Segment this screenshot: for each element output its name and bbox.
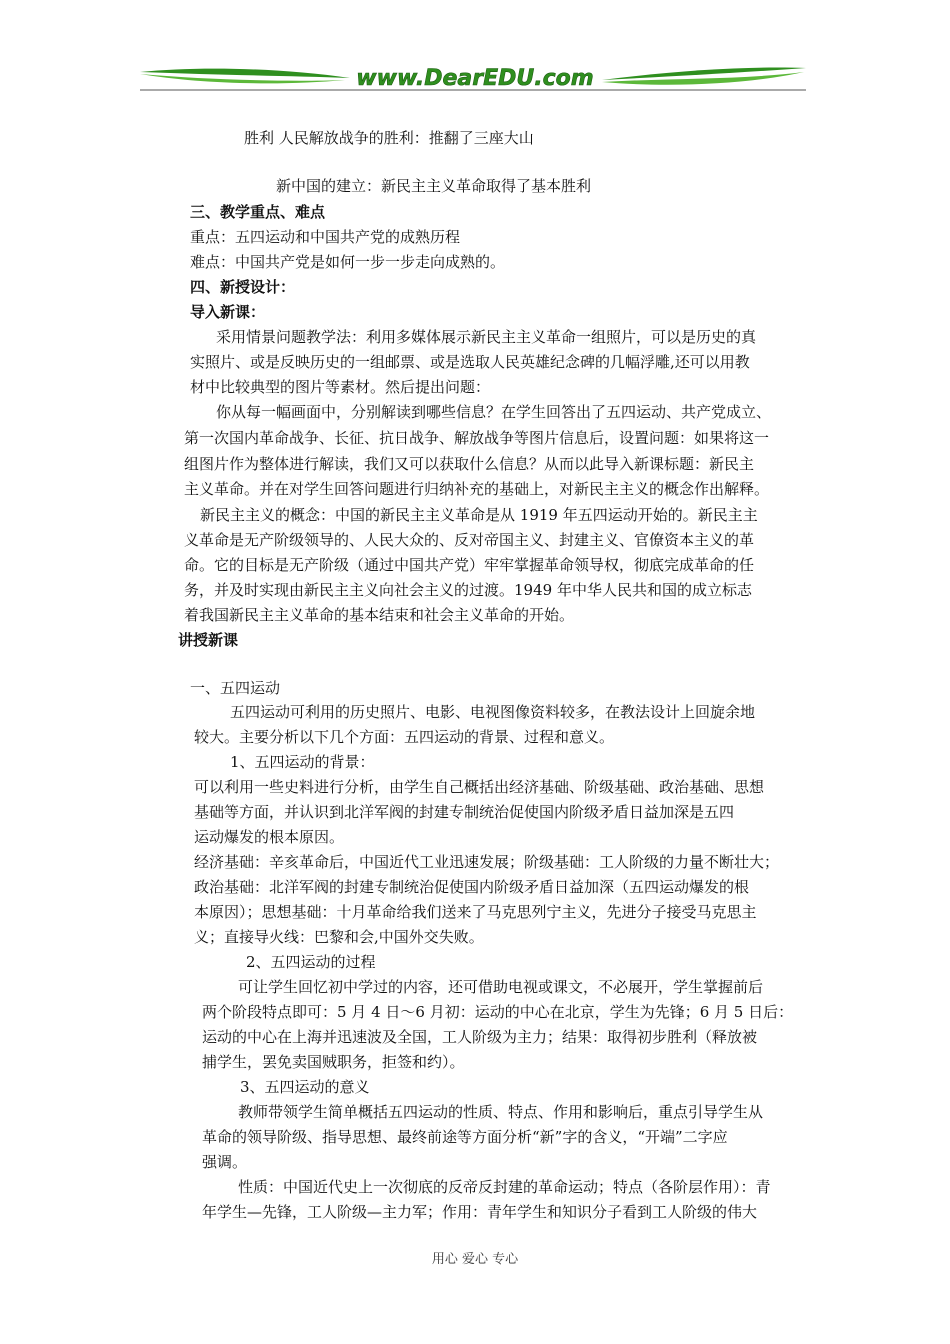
paragraph-line: 性质：中国近代史上一次彻底的反帝反封建的革命运动；特点（各阶层作用）：青 — [238, 1178, 771, 1196]
paragraph-line: 经济基础：辛亥革命后，中国近代工业迅速发展；阶级基础：工人阶级的力量不断壮大； — [194, 853, 780, 871]
section-heading: 讲授新课 — [178, 631, 239, 649]
subsection-heading: 1、五四运动的背景： — [230, 753, 375, 771]
paragraph-line: 新民主主义的概念：中国的新民主主义革命是从 1919 年五四运动开始的。新民主主 — [200, 506, 758, 524]
subsection-heading: 2、五四运动的过程 — [246, 953, 376, 971]
text-line: 重点：五四运动和中国共产党的成熟历程 — [190, 228, 461, 246]
text-line: 胜利 人民解放战争的胜利：推翻了三座大山 — [244, 129, 534, 147]
paragraph-line: 义革命是无产阶级领导的、人民大众的、反对帝国主义、封建主义、官僚资本主义的革 — [184, 531, 755, 549]
paragraph-line: 材中比较典型的图片等素材。然后提出问题： — [190, 378, 491, 396]
section-heading: 四、新授设计： — [190, 278, 296, 296]
paragraph-line: 第一次国内革命战争、长征、抗日战争、解放战争等图片信息后，设置问题：如果将这一 — [184, 429, 770, 447]
paragraph-line: 组图片作为整体进行解读，我们又可以获取什么信息？从而以此导入新课标题：新民主 — [184, 455, 755, 473]
subsection-heading: 一、五四运动 — [190, 679, 281, 697]
paragraph-line: 采用情景问题教学法：利用多媒体展示新民主主义革命一组照片，可以是历史的真 — [216, 328, 757, 346]
paragraph-line: 本原因）；思想基础：十月革命给我们送来了马克思列宁主义，先进分子接受马克思主 — [194, 903, 757, 921]
paragraph-line: 五四运动可利用的历史照片、电影、电视图像资料较多，在教法设计上回旋余地 — [230, 703, 756, 721]
paragraph-line: 两个阶段特点即可：5 月 4 日～6 月初：运动的中心在北京，学生为先锋；6 月 5 日后： — [202, 1003, 794, 1021]
paragraph-line: 年学生—先锋，工人阶级—主力军；作用：青年学生和知识分子看到工人阶级的伟大 — [202, 1203, 758, 1221]
subsection-heading: 3、五四运动的意义 — [240, 1078, 370, 1096]
paragraph-line: 运动的中心在上海并迅速波及全国，工人阶级为主力；结果：取得初步胜利（释放被 — [202, 1028, 758, 1046]
paragraph-line: 义；直接导火线：巴黎和会,中国外交失败。 — [194, 928, 484, 946]
paragraph-line: 着我国新民主主义革命的基本结束和社会主义革命的开始。 — [184, 606, 575, 624]
paragraph-line: 命。它的目标是无产阶级（通过中国共产党）牢牢掌握革命领导权，彻底完成革命的任 — [184, 556, 755, 574]
paragraph-line: 你从每一幅画面中，分别解读到哪些信息？在学生回答出了五四运动、共产党成立、 — [216, 403, 772, 421]
text-line: 新中国的建立：新民主主义革命取得了基本胜利 — [276, 177, 592, 195]
paragraph-line: 教师带领学生简单概括五四运动的性质、特点、作用和影响后，重点引导学生从 — [238, 1103, 764, 1121]
paragraph-line: 可以利用一些史料进行分析，由学生自己概括出经济基础、阶级基础、政治基础、思想 — [194, 778, 765, 796]
paragraph-line: 主义革命。并在对学生回答问题进行归纳补充的基础上，对新民主主义的概念作出解释。 — [184, 480, 770, 498]
paragraph-line: 务，并及时实现由新民主主义向社会主义的过渡。1949 年中华人民共和国的成立标志 — [184, 581, 752, 599]
site-url: www.DearEDU.com — [356, 66, 594, 91]
header-banner — [140, 56, 810, 96]
page-footer: 用心 爱心 专心 — [431, 1252, 519, 1267]
banner-swoosh-graphic — [140, 56, 810, 96]
section-heading: 导入新课： — [190, 303, 266, 321]
text-line: 难点：中国共产党是如何一步一步走向成熟的。 — [190, 253, 506, 271]
paragraph-line: 基础等方面，并认识到北洋军阀的封建专制统治促使国内阶级矛盾日益加深是五四 — [194, 803, 735, 821]
paragraph-line: 运动爆发的根本原因。 — [194, 828, 345, 846]
paragraph-line: 捕学生，罢免卖国贼职务，拒签和约）。 — [202, 1053, 465, 1071]
paragraph-line: 实照片、或是反映历史的一组邮票、或是选取人民英雄纪念碑的几幅浮雕,还可以用教 — [190, 353, 750, 371]
paragraph-line: 政治基础：北洋军阀的封建专制统治促使国内阶级矛盾日益加深（五四运动爆发的根 — [194, 878, 750, 896]
paragraph-line: 较大。主要分析以下几个方面：五四运动的背景、过程和意义。 — [194, 728, 615, 746]
section-heading: 三、教学重点、难点 — [190, 203, 326, 221]
paragraph-line: 可让学生回忆初中学过的内容，还可借助电视或课文，不必展开，学生掌握前后 — [238, 978, 764, 996]
paragraph-line: 强调。 — [202, 1153, 248, 1171]
paragraph-line: 革命的领导阶级、指导思想、最终前途等方面分析“新”字的含义，“开端”二字应 — [202, 1128, 728, 1146]
